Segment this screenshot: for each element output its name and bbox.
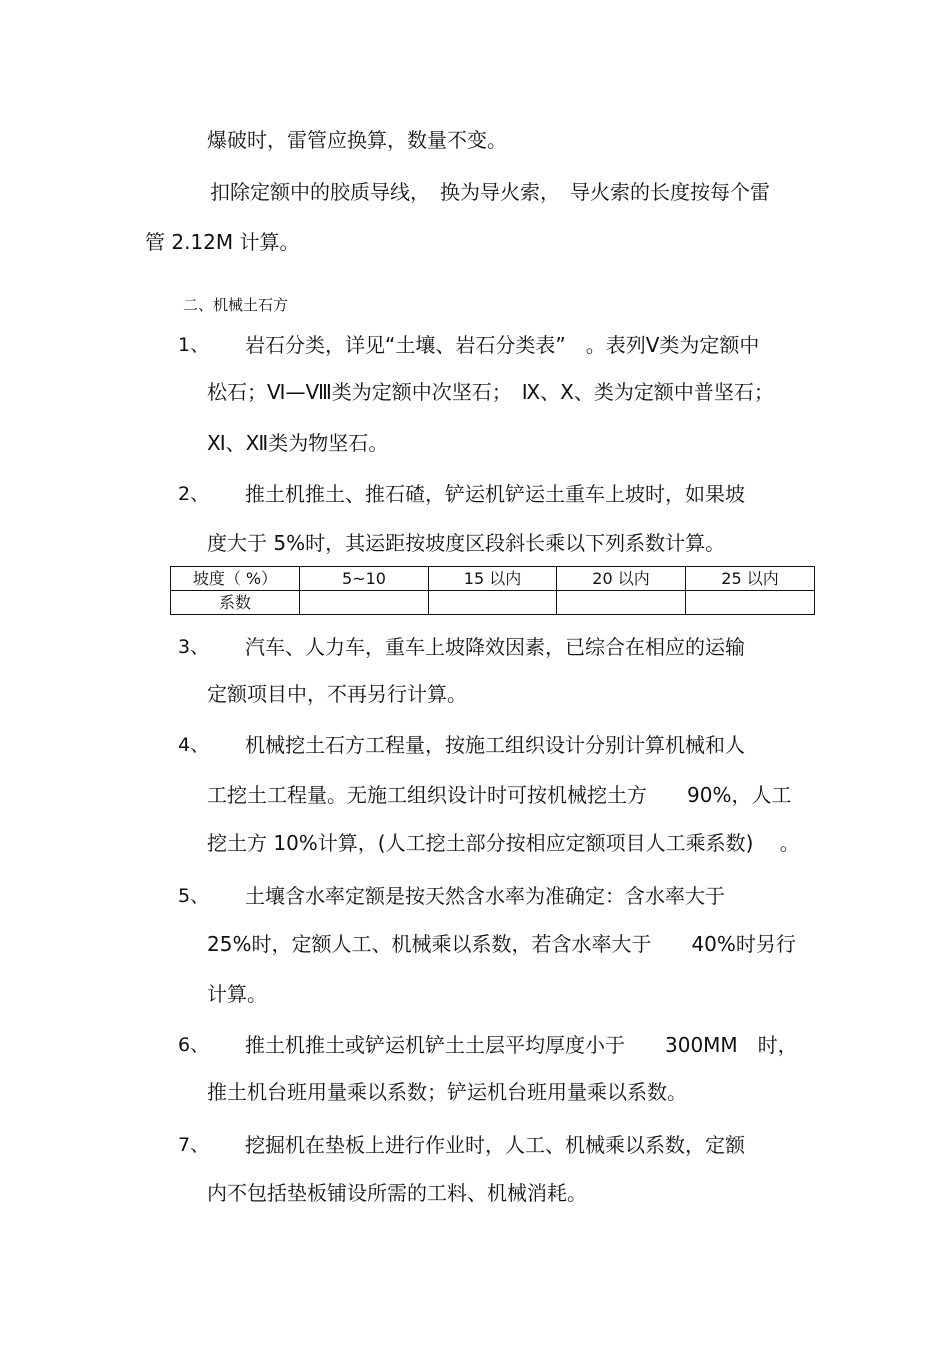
item-number: 1、 xyxy=(178,334,210,356)
item-line: 机械挖土石方工程量，按施工组织设计分别计算机械和人 xyxy=(245,733,745,757)
table-cell xyxy=(300,591,429,615)
table-header-row xyxy=(171,567,815,591)
item-number: 5、 xyxy=(178,885,210,907)
item-number: 7、 xyxy=(178,1134,210,1156)
item-number: 4、 xyxy=(178,734,210,756)
item-line: 定额项目中，不再另行计算。 xyxy=(207,682,467,706)
table-header-cell: 5~10 xyxy=(300,567,429,591)
table-cell xyxy=(686,591,815,615)
item-number: 2、 xyxy=(178,483,210,505)
item-line: 推土机台班用量乘以系数；铲运机台班用量乘以系数。 xyxy=(207,1080,687,1104)
intro-line-3: 管 2.12M 计算。 xyxy=(145,230,300,254)
intro-line-1: 爆破时，雷管应换算，数量不变。 xyxy=(207,128,507,152)
item-line: 计算。 xyxy=(207,982,267,1006)
item-line: 松石；Ⅵ—Ⅷ类为定额中次坚石； Ⅸ、Ⅹ、类为定额中普坚石； xyxy=(207,380,774,404)
item-number: 6、 xyxy=(178,1034,210,1056)
intro-line-2: 扣除定额中的胶质导线， 换为导火索， 导火索的长度按每个雷 xyxy=(210,180,770,204)
table-header-cell: 坡度（ %） xyxy=(171,567,300,591)
table-cell xyxy=(429,591,557,615)
slope-coefficient-table xyxy=(170,566,815,615)
item-line: 推土机推土、推石碴，铲运机铲运土重车上坡时，如果坡 xyxy=(245,482,745,506)
item-line: Ⅺ、Ⅻ类为物坚石。 xyxy=(207,431,389,455)
item-number: 3、 xyxy=(178,636,210,658)
item-line: 岩石分类，详见“土壤、岩石分类表” 。表列Ⅴ类为定额中 xyxy=(245,333,760,357)
table-cell xyxy=(557,591,686,615)
item-line: 25%时，定额人工、机械乘以系数，若含水率大于 40%时另行 xyxy=(207,932,796,956)
item-line: 挖土方 10%计算，(人工挖土部分按相应定额项目人工乘系数) 。 xyxy=(207,831,800,855)
table-cell: 系数 xyxy=(171,591,300,615)
table-header-cell: 15 以内 xyxy=(429,567,557,591)
section-title: 二、机械土石方 xyxy=(183,296,289,314)
item-line: 工挖土工程量。无施工组织设计时可按机械挖土方 90%，人工 xyxy=(207,783,792,807)
item-line: 度大于 5%时，其运距按坡度区段斜长乘以下列系数计算。 xyxy=(207,531,726,555)
table-header-cell: 25 以内 xyxy=(686,567,815,591)
table-header-cell: 20 以内 xyxy=(557,567,686,591)
item-line: 推土机推土或铲运机铲土土层平均厚度小于 300MM 时， xyxy=(245,1033,798,1057)
item-line: 挖掘机在垫板上进行作业时，人工、机械乘以系数，定额 xyxy=(245,1133,745,1157)
table-row xyxy=(171,591,815,615)
item-line: 土壤含水率定额是按天然含水率为准确定：含水率大于 xyxy=(245,884,725,908)
item-line: 内不包括垫板铺设所需的工料、机械消耗。 xyxy=(207,1181,587,1205)
item-line: 汽车、人力车，重车上坡降效因素，已综合在相应的运输 xyxy=(245,635,745,659)
